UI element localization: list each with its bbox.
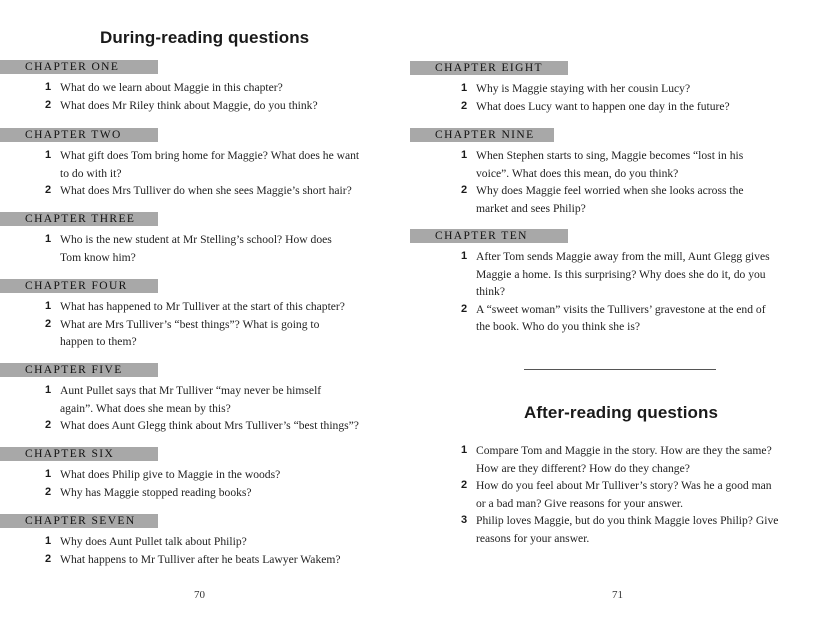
question-number: 1 — [461, 149, 468, 161]
question-number: 2 — [461, 184, 468, 196]
after-reading-title: After-reading questions — [524, 403, 719, 422]
question-item — [45, 484, 375, 502]
chapter-four-section — [0, 279, 380, 351]
question-item — [461, 512, 781, 547]
question-text: What does Mrs Tulliver do when she sees Maggie’s short hair? — [60, 184, 352, 197]
question-text: When Stephen starts to sing, Maggie becomes “lost in his voice”. What does this mean, do you think? — [476, 149, 744, 180]
question-number: 1 — [45, 300, 52, 312]
question-item — [45, 97, 380, 115]
chapter-heading: CHAPTER NINE — [410, 128, 554, 142]
question-number: 3 — [461, 514, 468, 526]
question-number: 1 — [45, 149, 52, 161]
question-item — [461, 477, 781, 512]
question-item — [45, 147, 365, 182]
question-item — [45, 182, 365, 200]
question-number: 1 — [45, 468, 52, 480]
question-item — [461, 147, 766, 182]
question-text: Why has Maggie stopped reading books? — [60, 485, 252, 499]
question-number: 1 — [45, 384, 52, 396]
question-number: 2 — [45, 184, 52, 196]
question-number: 1 — [461, 250, 468, 262]
chapter-heading: CHAPTER SEVEN — [0, 514, 158, 528]
chapter-six-section — [0, 447, 380, 501]
question-number: 2 — [45, 552, 52, 565]
question-item — [45, 382, 350, 417]
question-text: Why is Maggie staying with her cousin Lucy? — [476, 82, 691, 95]
question-text: Why does Aunt Pullet talk about Philip? — [60, 535, 247, 548]
question-number: 1 — [461, 444, 468, 456]
question-number: 2 — [45, 419, 52, 431]
question-item — [45, 551, 380, 569]
chapter-five-section — [0, 363, 390, 435]
question-text: What does Mr Riley think about Maggie, do you think? — [60, 98, 318, 112]
question-item — [461, 248, 776, 301]
question-text: What does Aunt Glegg think about Mrs Tulliver’s “best things”? — [60, 419, 359, 432]
question-item — [45, 316, 345, 351]
question-item — [461, 182, 766, 217]
chapter-heading: CHAPTER SIX — [0, 447, 158, 461]
question-text: A “sweet woman” visits the Tullivers’ gravestone at the end of the book. Who do you think she is? — [476, 302, 766, 333]
question-item — [461, 442, 781, 477]
question-text: After Tom sends Maggie away from the mill, Aunt Glegg gives Maggie a home. Is this surprising? Why does she do it, do you think? — [476, 250, 770, 298]
question-item — [45, 298, 375, 316]
question-item — [45, 466, 375, 484]
chapter-eight-section — [410, 61, 810, 115]
after-reading-questions — [461, 442, 781, 547]
question-number: 2 — [461, 99, 468, 112]
chapter-seven-section — [0, 514, 380, 568]
chapter-heading: CHAPTER EIGHT — [410, 61, 568, 75]
question-item — [45, 417, 380, 435]
question-text: What are Mrs Tulliver’s “best things”? What is going to happen to them? — [60, 317, 320, 348]
question-text: Compare Tom and Maggie in the story. How are they the same? How are they different? How do they change? — [476, 444, 772, 475]
section-divider — [524, 369, 716, 370]
chapter-nine-section — [410, 128, 810, 217]
question-number: 2 — [461, 479, 468, 491]
during-reading-title: During-reading questions — [100, 28, 310, 47]
question-number: 1 — [461, 82, 468, 94]
question-item — [45, 533, 380, 551]
page-number-right: 71 — [612, 589, 623, 601]
page-number-left: 70 — [194, 589, 205, 601]
question-item — [461, 98, 791, 116]
chapter-heading: CHAPTER ONE — [0, 60, 158, 74]
question-text: What does Lucy want to happen one day in the future? — [476, 99, 730, 113]
right-page — [410, 0, 820, 629]
question-number: 1 — [45, 233, 52, 245]
question-text: How do you feel about Mr Tulliver’s story? Was he a good man or a bad man? Give reasons for your answer. — [476, 479, 772, 510]
question-number: 2 — [45, 98, 52, 111]
question-text: Aunt Pullet says that Mr Tulliver “may never be himself again”. What does she mean by this? — [60, 384, 322, 415]
question-number: 2 — [45, 485, 52, 498]
chapter-one-section — [0, 60, 380, 114]
question-text: Why does Maggie feel worried when she looks across the market and sees Philip? — [476, 184, 744, 215]
question-item — [45, 79, 380, 97]
chapter-three-section — [0, 212, 380, 266]
question-text: What does Philip give to Maggie in the woods? — [60, 468, 281, 481]
question-number: 2 — [461, 302, 468, 315]
question-number: 2 — [45, 317, 52, 330]
chapter-heading: CHAPTER THREE — [0, 212, 158, 226]
chapter-two-section — [0, 128, 380, 200]
chapter-heading: CHAPTER FOUR — [0, 279, 158, 293]
chapter-heading: CHAPTER TEN — [410, 229, 568, 243]
question-text: What do we learn about Maggie in this chapter? — [60, 81, 283, 94]
question-item — [461, 301, 776, 336]
question-item — [461, 80, 791, 98]
chapter-heading: CHAPTER TWO — [0, 128, 158, 142]
question-text: What happens to Mr Tulliver after he beats Lawyer Wakem? — [60, 552, 341, 566]
question-text: Who is the new student at Mr Stelling’s school? How does Tom know him? — [60, 233, 332, 264]
question-text: What has happened to Mr Tulliver at the start of this chapter? — [60, 300, 345, 313]
question-text: What gift does Tom bring home for Maggie? What does he want to do with it? — [60, 149, 360, 180]
question-item — [45, 231, 355, 266]
chapter-ten-section — [410, 229, 810, 336]
question-number: 1 — [45, 535, 52, 547]
question-number: 1 — [45, 81, 52, 93]
question-text: Philip loves Maggie, but do you think Maggie loves Philip? Give reasons for your answer. — [476, 514, 779, 545]
chapter-heading: CHAPTER FIVE — [0, 363, 158, 377]
